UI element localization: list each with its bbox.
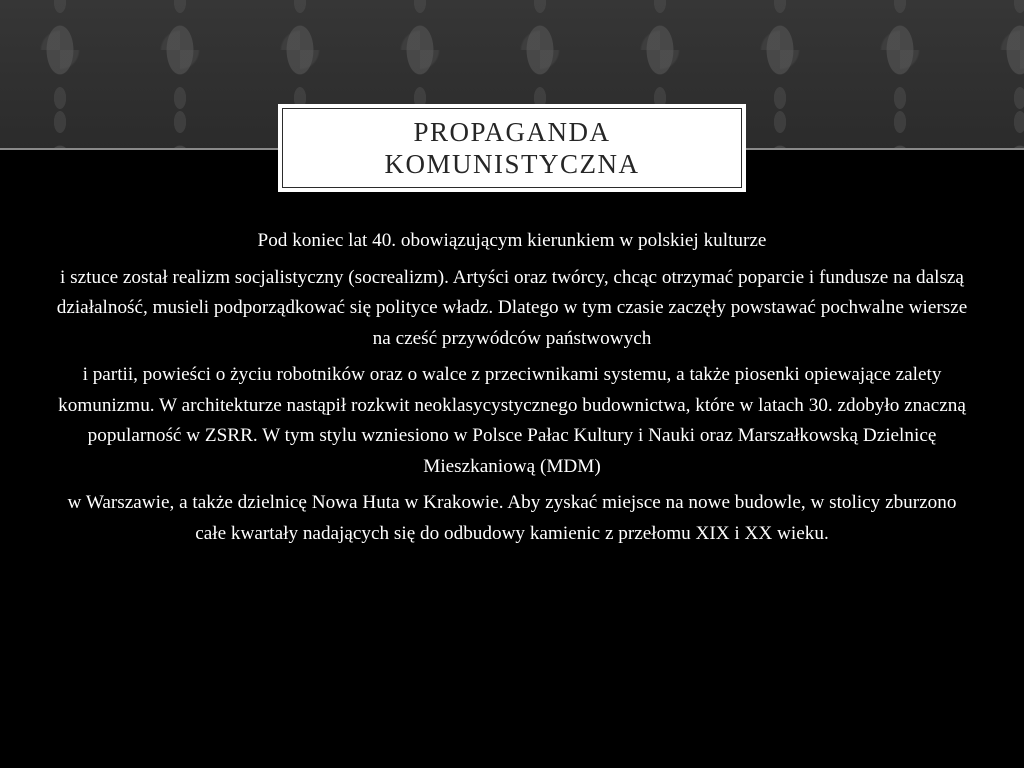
body-paragraph-1: Pod koniec lat 40. obowiązującym kierunkiem w polskiej kulturze <box>257 230 767 251</box>
slide-title-line-1: PROPAGANDA <box>413 117 611 147</box>
slide-title-line-2: KOMUNISTYCZNA <box>384 149 640 179</box>
slide-title-frame <box>282 108 742 188</box>
body-paragraph-3: i partii, powieści o życiu robotników oraz o walce z przeciwnikami systemu, a także piosenki opiewające zalety komunizmu. W architekturze nastąpił rozkwit neoklasycystycznego budownictwa, które w latach 30. zdobyło znaczną popularność w ZSRR. W tym stylu wzniesiono w Polsce Pałac Kultury i Nauki oraz Marszałkowską Dzielnicę Mieszkaniową (MDM) <box>58 364 966 477</box>
slide-body <box>50 226 974 555</box>
slide-title-box <box>278 104 746 192</box>
body-paragraph-2: i sztuce został realizm socjalistyczny (socrealizm). Artyści oraz twórcy, chcąc otrzymać poparcie i fundusze na dalszą działalność, musieli podporządkować się polityce władz. Dlatego w tym czasie zaczęły powstawać pochwalne wiersze na cześć przywódców państwowych <box>56 266 968 349</box>
body-paragraph-4: w Warszawie, a także dzielnicę Nowa Huta w Krakowie. Aby zyskać miejsce na nowe budowle, w stolicy zburzono całe kwartały nadających się do odbudowy kamienic z przełomu XIX i XX wieku. <box>67 492 957 544</box>
